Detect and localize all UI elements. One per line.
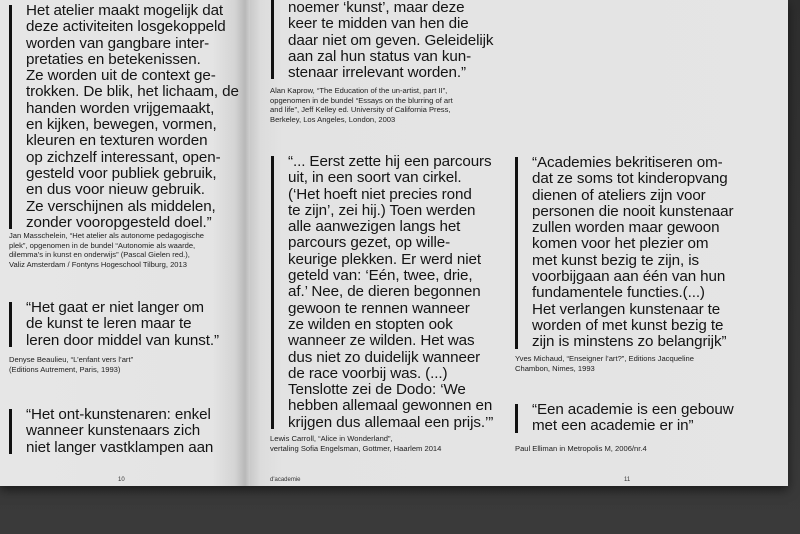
quote-text: Het atelier maakt mogelijk dat deze activiteiten losgekoppeld worden van gangbare inter- pretaties en betekenissen. Ze worden uit de context ge- trokken. De blik, het lichaam, de handen worden vrijgemaakt, en kijken, bewegen, vormen, kleuren en texturen worden op zichzelf interessant, open- gesteld voor publiek gebruik, en dus voor nieuw gebruik. Ze verschijnen als middelen, zonder vooropgesteld doel.” [26, 2, 239, 231]
quote-bar [515, 157, 518, 349]
quote-michaud [515, 155, 767, 351]
quote-bar [271, 156, 274, 429]
quote-bar [9, 302, 12, 347]
quote-ont-kunstenaren [9, 407, 256, 456]
quote-bar [515, 404, 518, 433]
quote-bar [9, 409, 12, 454]
quote-carroll [271, 154, 523, 431]
citation-michaud: Yves Michaud, “Enseigner l’art?”, Editions Jacqueline Chambon, Nimes, 1993 [515, 354, 694, 373]
quote-bar [271, 0, 274, 79]
page-number: 11 [624, 477, 631, 483]
quote-elliman [515, 402, 767, 435]
quote-text: “Academies bekritiseren om- dat ze soms tot kinderopvang dienen of ateliers zijn voor personen die nooit kunstenaar zullen worden maar gewoon komen voor het plezier om met kunst bezig te zijn, is voorbijgaan aan één van hun fundamentele functies.(...) Het verlangen kunstenaar te worden of met kunst bezig te zijn is minstens zo belangrijk” [532, 154, 734, 351]
quote-text: “Het ont-kunstenaren: enkel wanneer kunstenaars zich niet langer vastklampen aan [26, 406, 214, 456]
quote-kaprow [271, 0, 518, 81]
citation-beaulieu: Denyse Beaulieu, “L’enfant vers l’art” (Editions Autrement, Paris, 1993) [9, 355, 134, 374]
citation-elliman: Paul Elliman in Metropolis M, 2006/nr.4 [515, 444, 647, 453]
quote-bar [9, 5, 12, 229]
quote-masschelein [9, 3, 256, 231]
running-title: d'academie [270, 477, 301, 483]
citation-kaprow: Alan Kaprow, “The Education of the un-artist, part II”, opgenomen in de bundel “Essays on the blurring of art and life”, Jeff Kelley ed. University of California Press, Berkeley, Los Angeles, London, 2003 [270, 86, 453, 124]
citation-masschelein: Jan Masschelein, “Het atelier als autonome pedagogische plek”, opgenomen in de bundel “Autonomie als waarde, dilemma’s in kunst en onderwijs” (Pascal Gielen red.), Valiz Amsterdam / Fontyns Hogeschool Tilburg, 2013 [9, 231, 205, 269]
quote-beaulieu [9, 300, 256, 349]
quote-text: noemer ‘kunst’, maar deze keer te midden van hen die daar niet om geven. Geleidelijk aan zal hun status van kun- stenaar irrelevant worden.” [288, 0, 494, 82]
right-page [250, 0, 788, 486]
quote-text: “Het gaat er niet langer om de kunst te leren maar te leren door middel van kunst.” [26, 299, 219, 349]
citation-carroll: Lewis Carroll, “Alice in Wonderland”, vertaling Sofia Engelsman, Gottmer, Haarlem 2014 [270, 434, 442, 453]
quote-text: “Een academie is een gebouw met een academie er in” [532, 401, 734, 435]
quote-text: “... Eerst zette hij een parcours uit, in een soort van cirkel. (‘Het hoeft niet precies rond te zijn’, zei hij.) Toen werden alle aanwezigen langs het parcours gezet, op wille- keurige plekken. Er werd niet geteld van: ‘Eén, twee, drie, af.’ Nee, de dieren begonnen gewoon te rennen wanneer ze wilden en stopten ook wanneer ze wilden. Het was dus niet zo duidelijk wanneer de race voorbij was. (...) Tenslotte zei de Dodo: ‘We hebben allemaal gewonnen en krijgen dus allemaal een prijs.’” [288, 153, 494, 431]
left-page [0, 0, 250, 486]
page-number: 10 [118, 477, 125, 483]
